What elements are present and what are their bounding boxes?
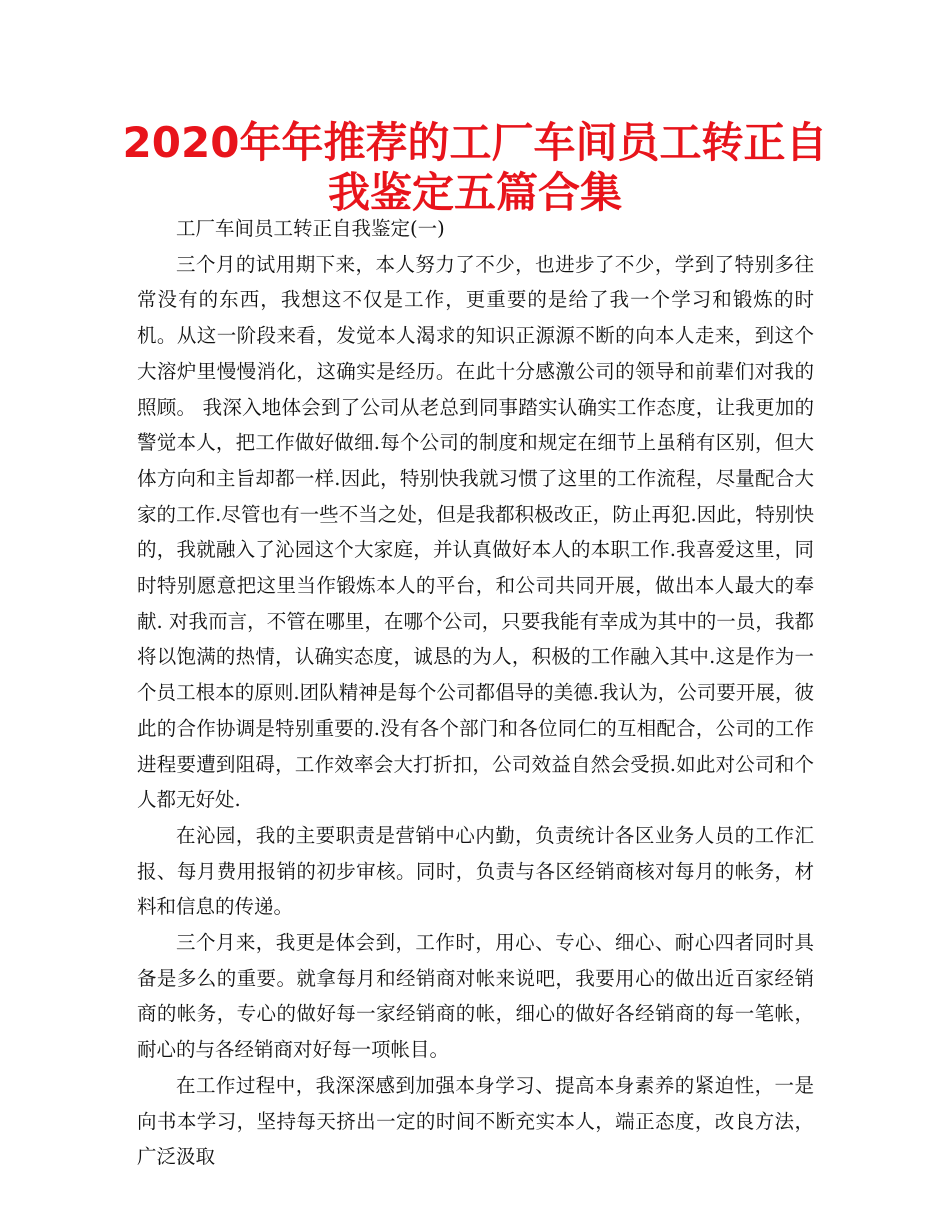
- paragraph: 三个月来，我更是体会到，工作时，用心、专心、细心、耐心四者同时具备是多么的重要。就拿每月和经销商对帐来说吧，我要用心的做出近百家经销商的帐务，专心的做好每一家经销商的帐，细心的做好各经销商的每一笔帐，耐心的与各经销商对好每一项帐目。: [137, 931, 814, 1062]
- paragraph: 在工作过程中，我深深感到加强本身学习、提高本身素养的紧迫性，一是向书本学习，坚持每天挤出一定的时间不断充实本人，端正态度，改良方法，广泛汲取: [137, 1073, 814, 1169]
- page-title: 2020年年推荐的工厂车间员工转正自我鉴定五篇合集: [122, 118, 828, 217]
- paragraph: 在沁园，我的主要职责是营销中心内勤，负责统计各区业务人员的工作汇报、每月费用报销的初步审核。同时，负责与各区经销商核对每月的帐务，材料和信息的传递。: [137, 823, 814, 919]
- section-heading: 工厂车间员工转正自我鉴定(一): [176, 217, 445, 240]
- paragraph: 三个月的试用期下来，本人努力了不少，也进步了不少，学到了特别多往常没有的东西，我想这不仅是工作，更重要的是给了我一个学习和锻炼的时机。从这一阶段来看，发觉本人渴求的知识正源源不断的向本人走来，到这个大溶炉里慢慢消化，这确实是经历。在此十分感激公司的领导和前辈们对我的照顾。 我深入地体会到了公司从老总到同事踏实认确实工作态度，让我更加的警觉本人，把工作做好做细.每个公司的制度和规定在细节上虽稍有区别，但大体方向和主旨却都一样.因此，特别快我就习惯了这里的工作流程，尽量配合大家的工作.尽管也有一些不当之处，但是我都积极改正，防止再犯.因此，特别快的，我就融入了沁园这个大家庭，并认真做好本人的本职工作.我喜爱这里，同时特别愿意把这里当作锻炼本人的平台，和公司共同开展，做出本人最大的奉献. 对我而言，不管在哪里，在哪个公司，只要我能有幸成为其中的一员，我都将以饱满的热情，认确实态度，诚恳的为人，积极的工作融入其中.这是作为一个员工根本的原则.团队精神是每个公司都倡导的美德.我认为，公司要开展，彼此的合作协调是特别重要的.没有各个部门和各位同仁的互相配合，公司的工作进程要遭到阻碍，工作效率会大打折扣，公司效益自然会受损.如此对公司和个人都无好处.: [137, 252, 814, 812]
- document-body: [137, 211, 814, 1175]
